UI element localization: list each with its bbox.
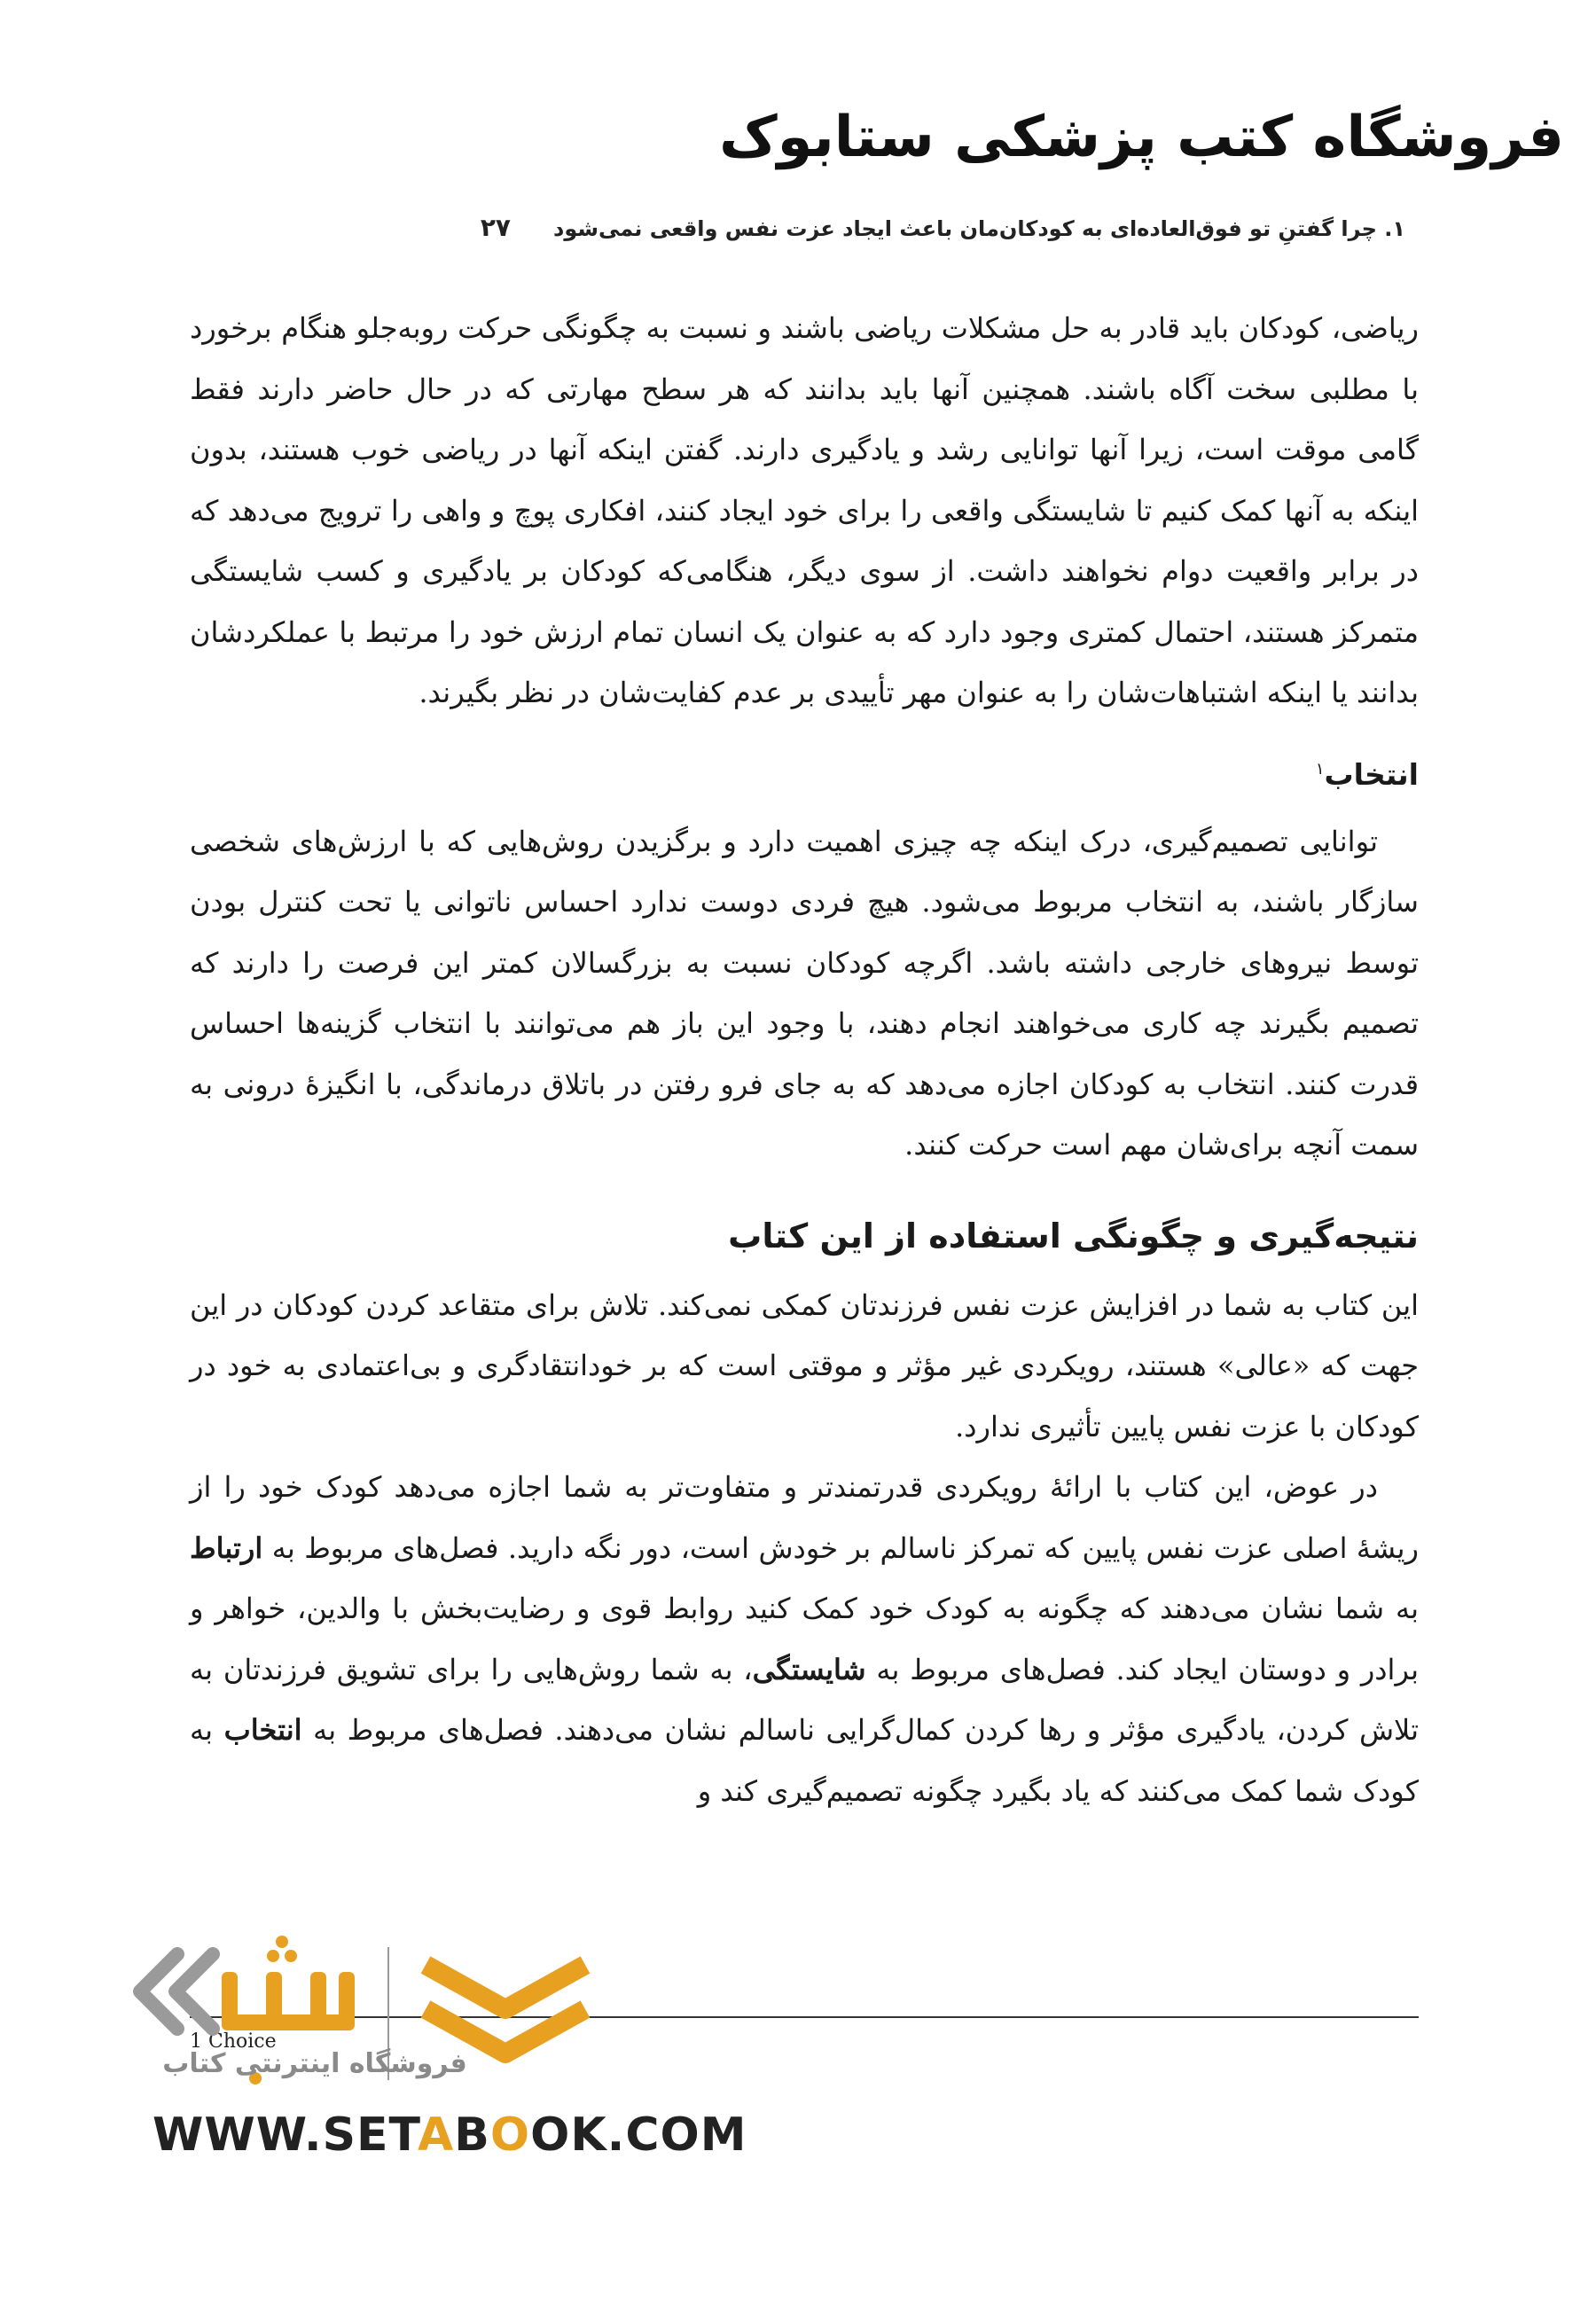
keyword-choice: انتخاب bbox=[223, 1713, 302, 1747]
paragraph: ریاضی، کودکان باید قادر به حل مشکلات ریاضی باشند و نسبت به چگونگی حرکت روبه‌جلو هنگام برخورد با مطلبی سخت آگاه باشند. همچنین آنها باید بدانند که هر سطح مهارتی که در حال حاضر دارند فقط گامی موقت است، زیرا آنها توانایی رشد و یادگیری دارند. گفتن اینکه آنها در ریاضی خوب هستند، بدون اینکه به آنها کمک کنیم تا شایستگی واقعی را برای خود ایجاد کنند، افکاری پوچ و واهی را ترویج می‌دهد که در برابر واقعیت دوام نخواهند داشت. از سوی دیگر، هنگامی‌که کودکان بر یادگیری و کسب شایستگی متمرکز هستند، احتمال کمتری وجود دارد که به عنوان یک انسان تمام ارزش خود را مرتبط با عملکردشان بدانند یا اینکه اشتباهات‌شان را به عنوان مهر تأییدی بر عدم کفایت‌شان در نظر بگیرند. bbox=[190, 311, 1420, 709]
keyword-connection: ارتباط bbox=[190, 1530, 263, 1565]
page-number: ۲۷ bbox=[480, 213, 512, 242]
logo-chevrons-icon bbox=[140, 1954, 213, 2029]
running-head bbox=[191, 213, 1405, 242]
url-part: B bbox=[454, 2108, 490, 2162]
paragraph: این کتاب به شما در افزایش عزت نفس فرزندتان کمکی نمی‌کند. تلاش برای متقاعد کردن کودکان در این جهت که «عالی» هستند، رویکردی غیر مؤثر و موقتی است که بر خودانتقادگری و بی‌اعتمادی به خود در کودکان با عزت نفس پایین تأثیری ندارد. bbox=[190, 1287, 1419, 1443]
heading-text: انتخاب bbox=[1324, 756, 1419, 792]
paragraph bbox=[190, 1457, 1419, 1821]
site-title: فروشگاه کتب پزشکی ستابوک bbox=[719, 105, 1564, 170]
site-url bbox=[153, 2108, 747, 2162]
paragraph: توانایی تصمیم‌گیری، درک اینکه چه چیزی اهمیت دارد و برگزیدن روش‌هایی که با ارزش‌های شخصی سازگار باشند، به انتخاب مربوط می‌شود. هیچ فردی دوست ندارد احساس ناتوانی یا تحت کنترل بودن توسط نیروهای خارجی داشته باشد. اگرچه کودکان نسبت به بزرگسالان کمتر این فرصت را دارند که تصمیم بگیرند چه کاری می‌خواهند انجام دهند، با وجود این باز هم می‌توانند با انتخاب گزینه‌ها احساس قدرت کنند. انتخاب به کودکان اجازه می‌دهد که به جای فرو رفتن در باتلاق درماندگی، با انگیزهٔ درونی به سمت آنچه برای‌شان مهم است حرکت کنند. bbox=[190, 824, 1420, 1162]
url-accent: A bbox=[418, 2108, 455, 2162]
section-heading-choice bbox=[190, 757, 1419, 792]
logo-caption: فروشگاه اینترنتی کتاب bbox=[162, 2048, 467, 2079]
page-content bbox=[190, 298, 1419, 1821]
text-run: در عوض، این کتاب با ارائهٔ رویکردی قدرتمندتر و متفاوت‌تر به شما اجازه می‌دهد کودک خود را از ریشهٔ اصلی عزت نفس پایین که تمرکز ناسالم بر خودش است، دور نگه دارید. فصل‌های مربوط به bbox=[190, 1470, 1419, 1565]
text-run: به کودک شما کمک می‌کنند که یاد بگیرد چگونه تصمیم‌گیری کند و bbox=[190, 1713, 1419, 1808]
text-run: ، به شما روش‌هایی را برای تشویق فرزندتان به تلاش کردن، یادگیری مؤثر و رها کردن کمال‌گرایی ناسالم نشان می‌دهند. فصل‌های مربوط به bbox=[190, 1652, 1420, 1747]
book-chevrons-icon bbox=[426, 1965, 585, 2054]
section-heading-conclusion: نتیجه‌گیری و چگونگی استفاده از این کتاب bbox=[728, 1216, 1419, 1256]
url-accent: O bbox=[489, 2108, 531, 2162]
footnote: 1 Choice bbox=[190, 2030, 277, 2053]
text-run: به شما نشان می‌دهند که چگونه به کودک خود کمک کنید روابط قوی و رضایت‌بخش با والدین، خواهر و برادر و دوستان ایجاد کند. فصل‌های مربوط به bbox=[190, 1592, 1420, 1686]
keyword-competence: شایستگی bbox=[752, 1652, 866, 1686]
chapter-title: ۱. چرا گفتنِ تو فوق‌العاده‌ای به کودکان‌مان باعث ایجاد عزت نفس واقعی نمی‌شود bbox=[553, 216, 1405, 241]
url-part: OK.COM bbox=[530, 2108, 747, 2162]
url-part: WWW.SET bbox=[153, 2108, 418, 2162]
footnote-marker: ۱ bbox=[1315, 759, 1325, 778]
